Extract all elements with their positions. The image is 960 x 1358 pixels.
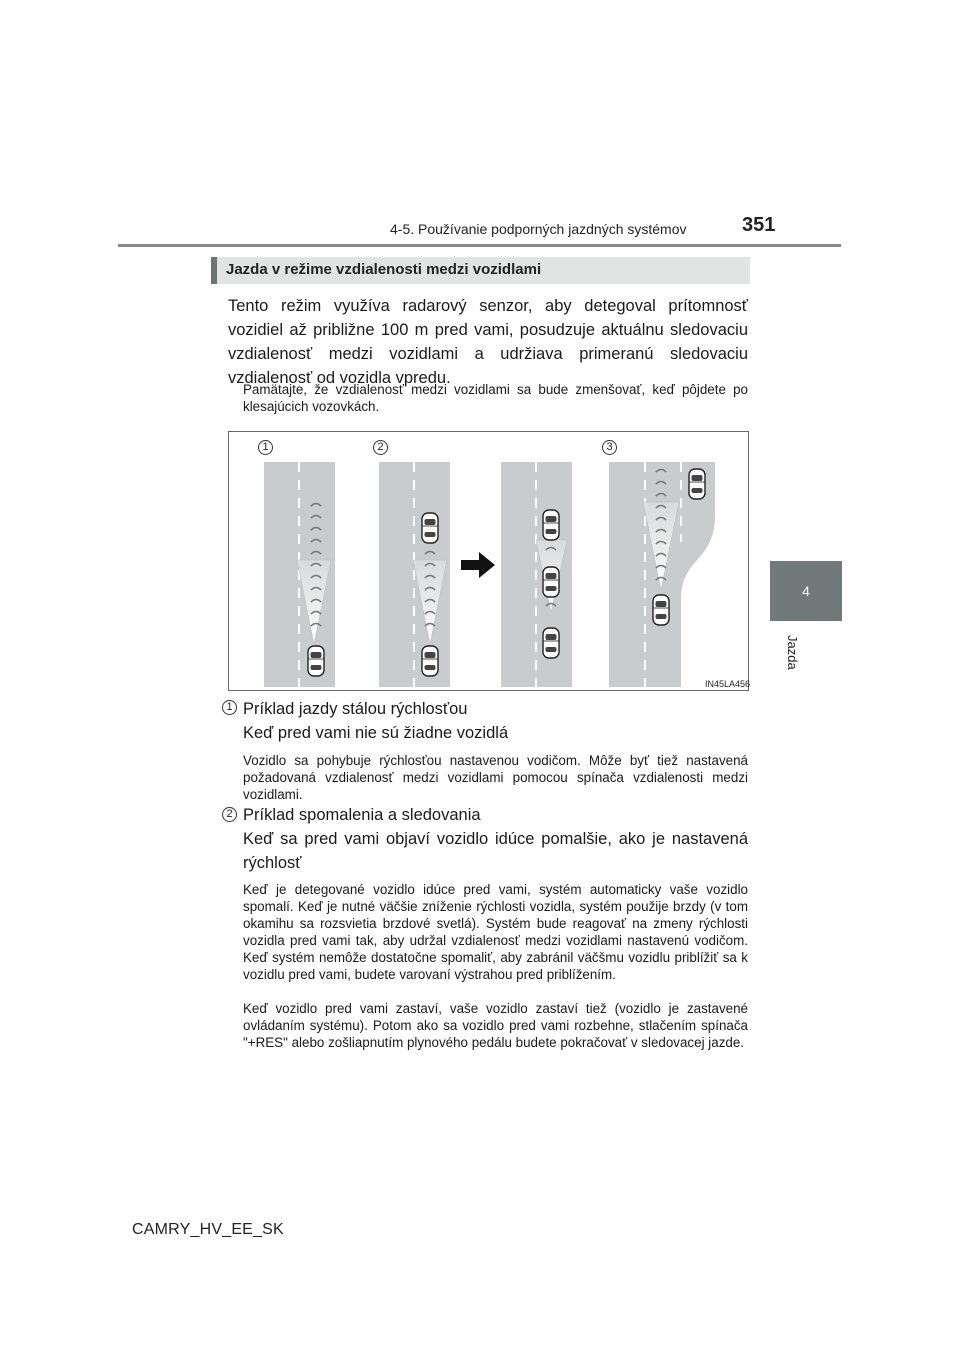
item-2-subtitle: Keď sa pred vami objaví vozidlo idúce pomalšie, ako je nastavená rýchlosť: [243, 830, 748, 872]
car-icon: [543, 510, 559, 540]
illustration-figure: [228, 431, 749, 691]
car-icon: [422, 646, 438, 676]
car-icon: [422, 513, 438, 543]
section-heading-bar: [211, 257, 750, 284]
car-icon: [543, 628, 559, 658]
figure-callout-2: 2: [373, 440, 388, 455]
chapter-number: 4: [802, 583, 810, 599]
road-4: [609, 462, 715, 687]
item-2-title: Príklad spomalenia a sledovania: [243, 806, 481, 824]
item-1-subtitle: Keď pred vami nie sú žiadne vozidlá: [243, 724, 509, 742]
section-heading: Jazda v režime vzdialenosti medzi vozidlami: [226, 261, 542, 278]
item-2-body-p2: Keď vozidlo pred vami zastaví, vaše vozidlo zastaví tiež (vozidlo je zastavené ovládaním systému). Potom ako sa vozidlo pred vami rozbehne, stlačením spínača "+RES" alebo zošliapnutím plynového pedálu budete pokračovať v sledovacej jazde.: [243, 1001, 748, 1050]
note-paragraph: Pamätajte, že vzdialenosť medzi vozidlami sa bude zmenšovať, keď pôjdete po klesajúcich vozovkách.: [243, 382, 748, 414]
car-icon: [543, 567, 559, 597]
footer-model-code: CAMRY_HV_EE_SK: [132, 1221, 284, 1238]
car-icon: [308, 646, 324, 676]
item-1-title: Príklad jazdy stálou rýchlosťou: [243, 700, 468, 718]
chapter-tab: [770, 561, 842, 621]
road-1: [264, 462, 335, 687]
figure-code: IN45LA456: [705, 679, 751, 689]
car-icon: [689, 469, 705, 499]
chapter-name: Jazda: [785, 635, 800, 670]
item-2-body-p1: Keď je detegované vozidlo idúce pred vami, systém automaticky vaše vozidlo spomalí. Keď je nutné väčšie zníženie rýchlosti vozidla, systém použije brzdy (v tom okamihu sa rozsvietia brzdové svetlá). Systém bude reagovať na zmeny rýchlosti vozidla pred vami tak, aby udržal vzdialenosť medzi vozidlami nastavenú vodičom. Keď systém nemôže dostatočne spomaliť, aby zabránil väčšmu vozidlu priblížiť sa k vozidlu pred vami, budete varovaní výstrahou pred priblížením.: [243, 882, 748, 982]
figure-callout-1: 1: [258, 440, 273, 455]
page-number: 351: [742, 214, 776, 236]
item-1-body: Vozidlo sa pohybuje rýchlosťou nastavenou vodičom. Môže byť tiež nastavená požadovaná vzdialenosť medzi vozidlami pomocou spínača vzdialenosti medzi vozidlami.: [243, 753, 748, 802]
header-rule: [118, 244, 841, 247]
item-1-number: 1: [222, 700, 237, 715]
item-2-number: 2: [222, 807, 237, 822]
arrow-right-icon: [461, 552, 495, 578]
running-header-title: 4-5. Používanie podporných jazdných systémov: [390, 221, 687, 237]
figure-callout-3: 3: [602, 440, 617, 455]
road-3: [501, 462, 572, 687]
intro-paragraph: Tento režim využíva radarový senzor, aby detegoval prítomnosť vozidiel až približne 100 m pred vami, posudzuje aktuálnu sledovaciu vzdialenosť medzi vozidlami a udržiava primeranú sledovaciu vzdialenosť od vozidla vpredu.: [228, 297, 748, 387]
road-illustration: [229, 432, 750, 692]
road-2: [379, 462, 450, 687]
car-icon: [653, 595, 669, 625]
